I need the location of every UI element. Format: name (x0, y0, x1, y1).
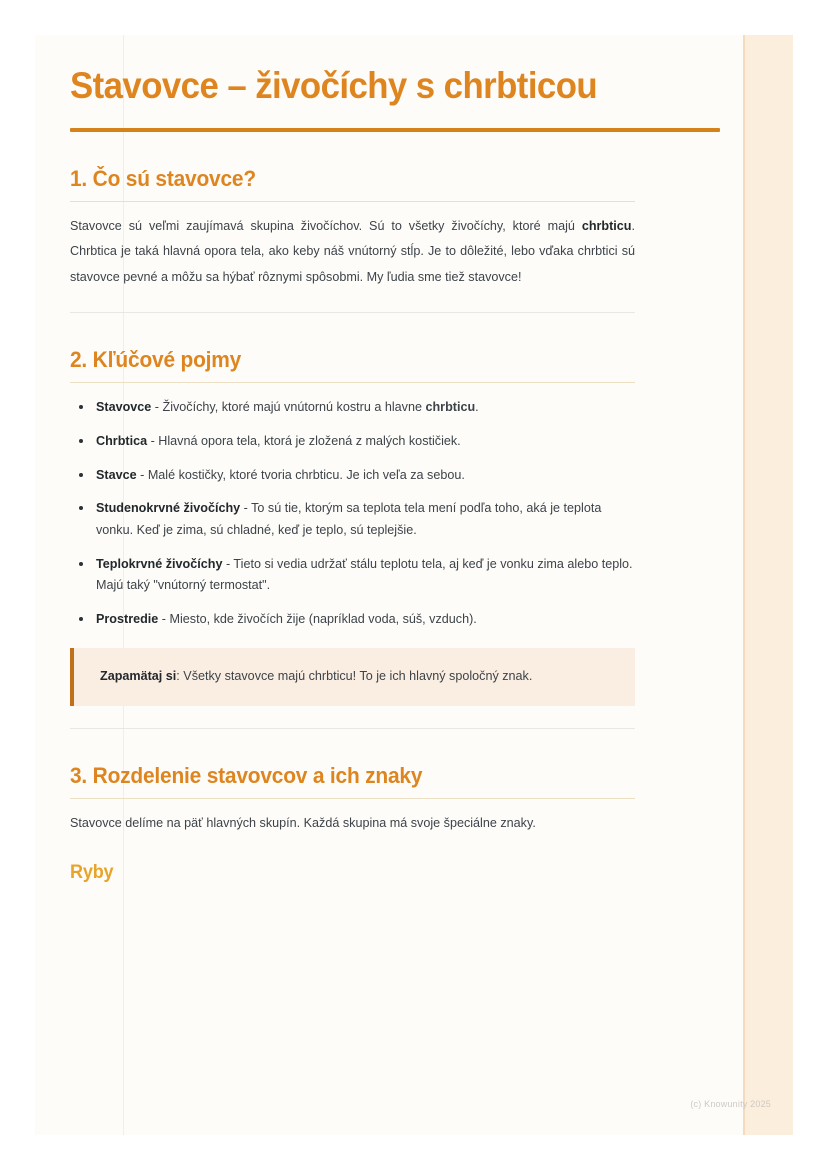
section-1-rule (70, 201, 635, 202)
paragraph-keyword: chrbticu (581, 218, 632, 233)
callout-text (100, 664, 613, 689)
title-underline-rule (70, 128, 720, 132)
list-item (70, 431, 635, 453)
bullet-dot-icon (79, 473, 83, 477)
section-1-heading: 1. Čo sú stavovce? (70, 165, 256, 191)
term-text-lead: - Tieto si vedia udržať stálu teplotu tela, aj keď je vonku zima alebo teplo. Majú taký "vnútorný termostat". (96, 556, 633, 593)
term-label: Stavovce (96, 400, 152, 415)
list-item (70, 465, 635, 487)
section-1-paragraph (70, 214, 635, 290)
term-keyword: chrbticu (425, 400, 476, 415)
paragraph-text-lead: Stavovce sú veľmi zaujímavá skupina živočíchov. Sú to všetky živočíchy, ktoré majú (70, 218, 582, 233)
section-3-heading: 3. Rozdelenie stavovcov a ich znaky (70, 762, 423, 788)
term-label: Stavce (96, 467, 137, 482)
term-label: Chrbtica (96, 433, 148, 448)
document-content (70, 35, 670, 884)
list-item (70, 609, 635, 631)
bullet-dot-icon (79, 405, 83, 409)
callout-lead-label: Zapamätaj si (100, 669, 177, 684)
bullet-dot-icon (79, 439, 83, 443)
term-label: Prostredie (96, 611, 159, 626)
term-label: Studenokrvné živočíchy (96, 501, 241, 516)
paragraph-text-rest: . Chrbtica je taká hlavná opora tela, ako keby náš vnútorný stĺp. Je to dôležité, lebo vďaka chrbtici sú stavovce pevné a môžu sa hýbať rôznymi spôsobmi. My ľudia sme tiež stavovce! (70, 218, 635, 284)
copyright-watermark: (c) Knowunity 2025 (690, 1099, 771, 1109)
bullet-dot-icon (79, 562, 83, 566)
page-title: Stavovce – živočíchy s chrbticou (70, 65, 598, 106)
divider-1 (70, 312, 635, 313)
term-text-lead: - To sú tie, ktorým sa teplota tela mení podľa toho, aká je teplota vonku. Keď je zima, sú chladné, keď je teplo, sú teplejšie. (96, 501, 602, 537)
list-item (70, 554, 635, 597)
term-text-lead: - Malé kostičky, ktoré tvoria chrbticu. Je ich veľa za sebou. (136, 467, 465, 482)
subsection-heading-ryby: Ryby (70, 862, 114, 884)
document-page (35, 35, 793, 1135)
term-text-lead: - Živočíchy, ktoré majú vnútornú kostru a hlavne (151, 400, 426, 415)
term-text-lead: - Miesto, kde živočích žije (napríklad voda, súš, vzduch). (158, 611, 477, 626)
section-1 (70, 166, 670, 290)
section-2 (70, 347, 670, 705)
section-3-rule (70, 798, 635, 799)
divider-2 (70, 728, 635, 729)
decorative-side-panel (745, 35, 793, 1135)
list-item (70, 498, 635, 541)
term-label: Teplokrvné živočíchy (96, 556, 223, 571)
callout-body-text: : Všetky stavovce majú chrbticu! To je ich hlavný spoločný znak. (176, 669, 533, 684)
term-text-rest: . (475, 400, 479, 415)
section-2-heading: 2. Kľúčové pojmy (70, 347, 242, 373)
bullet-dot-icon (79, 617, 83, 621)
key-terms-list (70, 397, 635, 630)
section-3 (70, 763, 670, 884)
section-2-rule (70, 382, 635, 383)
list-item (70, 397, 635, 419)
remember-callout (70, 648, 635, 705)
section-3-paragraph: Stavovce delíme na päť hlavných skupín. Každá skupina má svoje špeciálne znaky. (70, 815, 536, 830)
bullet-dot-icon (79, 506, 83, 510)
term-text-lead: - Hlavná opora tela, ktorá je zložená z malých kostičiek. (147, 433, 461, 448)
